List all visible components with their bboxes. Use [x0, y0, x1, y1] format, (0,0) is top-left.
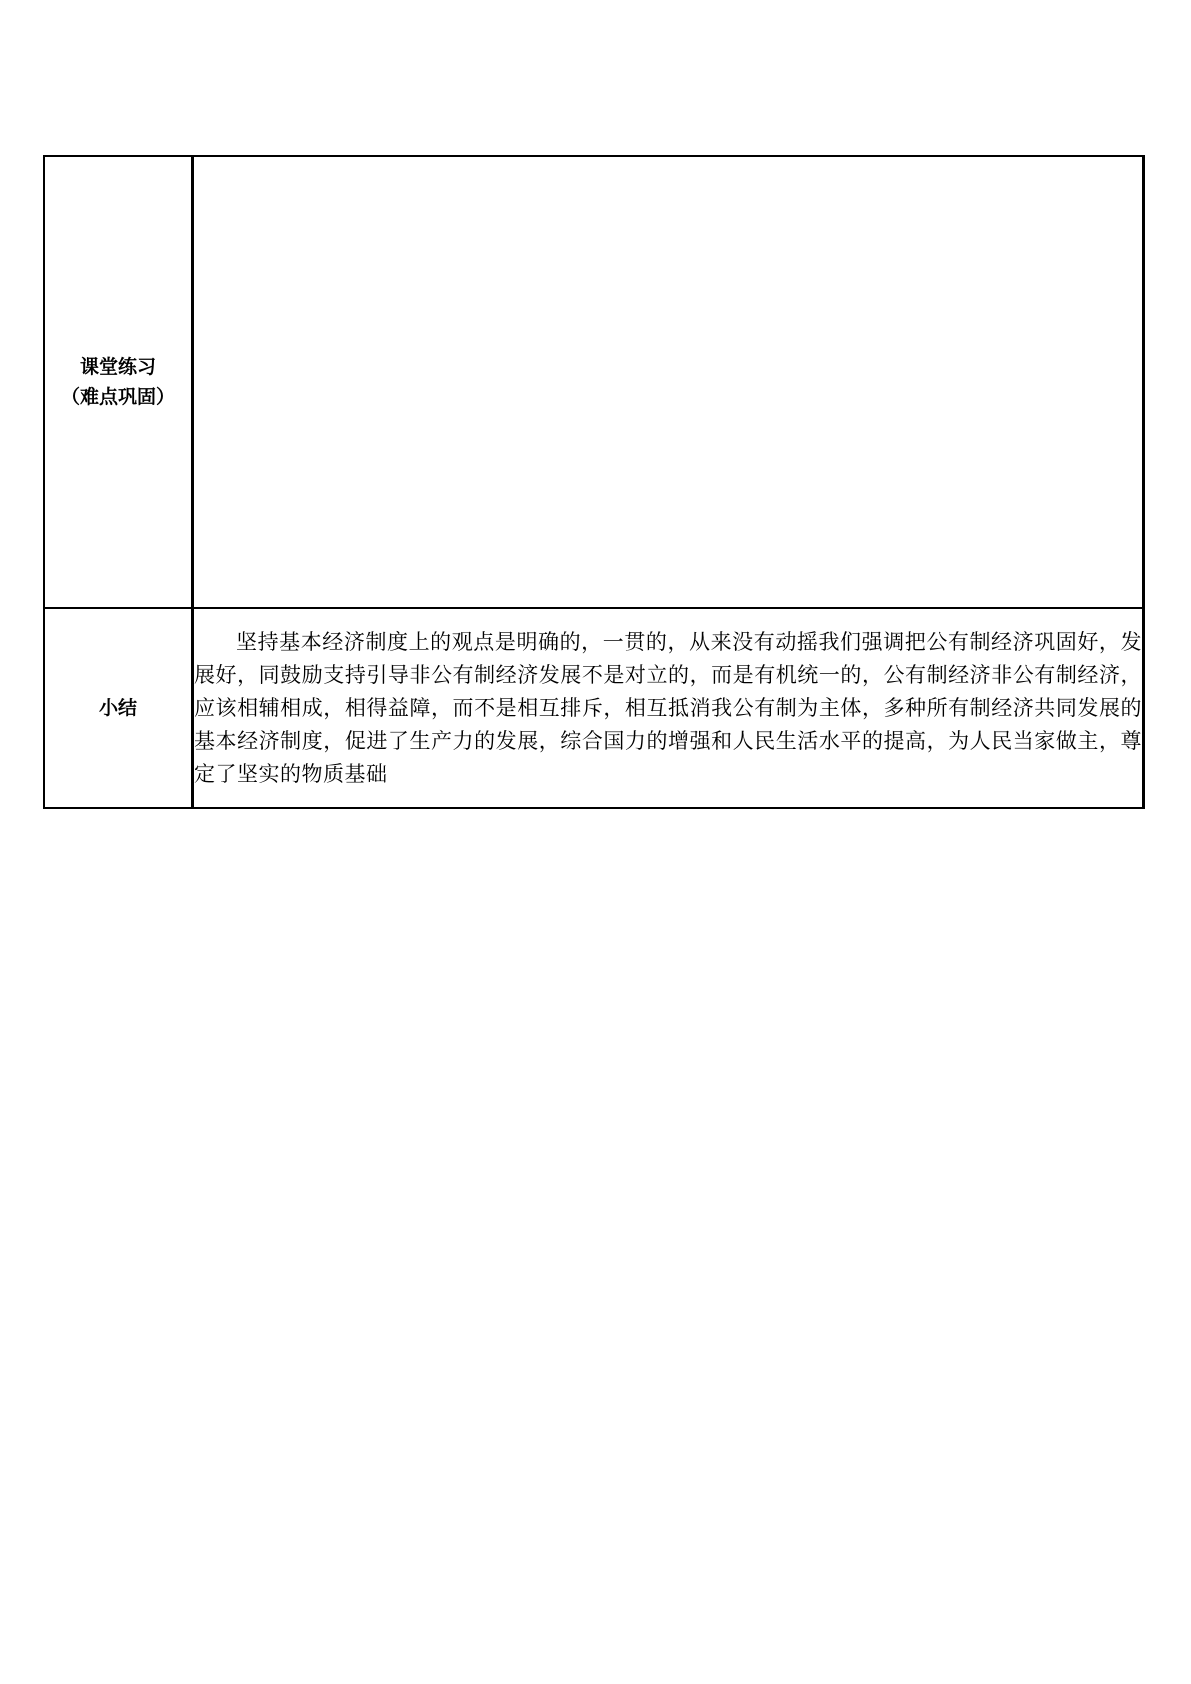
- summary-content: 坚持基本经济制度上的观点是明确的，一贯的，从来没有动摇我们强调把公有制经济巩固好，发展好，同鼓励支持引导非公有制经济发展不是对立的，而是有机统一的，公有制经济非公有制经济，应该相辅相成，相得益障，而不是相互排斥，相互抵消我公有制为主体，多种所有制经济共同发展的基本经济制度，促进了生产力的发展，综合国力的增强和人民生活水平的提高，为人民当家做主，尊定了坚实的物质基础: [193, 608, 1144, 808]
- practice-label: 课堂练习: [79, 356, 156, 378]
- practice-row: [44, 156, 1144, 608]
- practice-content-cell: [193, 156, 1144, 608]
- practice-sublabel: （难点巩固）: [60, 386, 175, 408]
- summary-label: 小结: [98, 697, 137, 719]
- summary-row: [44, 608, 1144, 808]
- summary-label-cell: [44, 608, 193, 808]
- lesson-plan-table: [43, 155, 1145, 809]
- practice-label-cell: [44, 156, 193, 608]
